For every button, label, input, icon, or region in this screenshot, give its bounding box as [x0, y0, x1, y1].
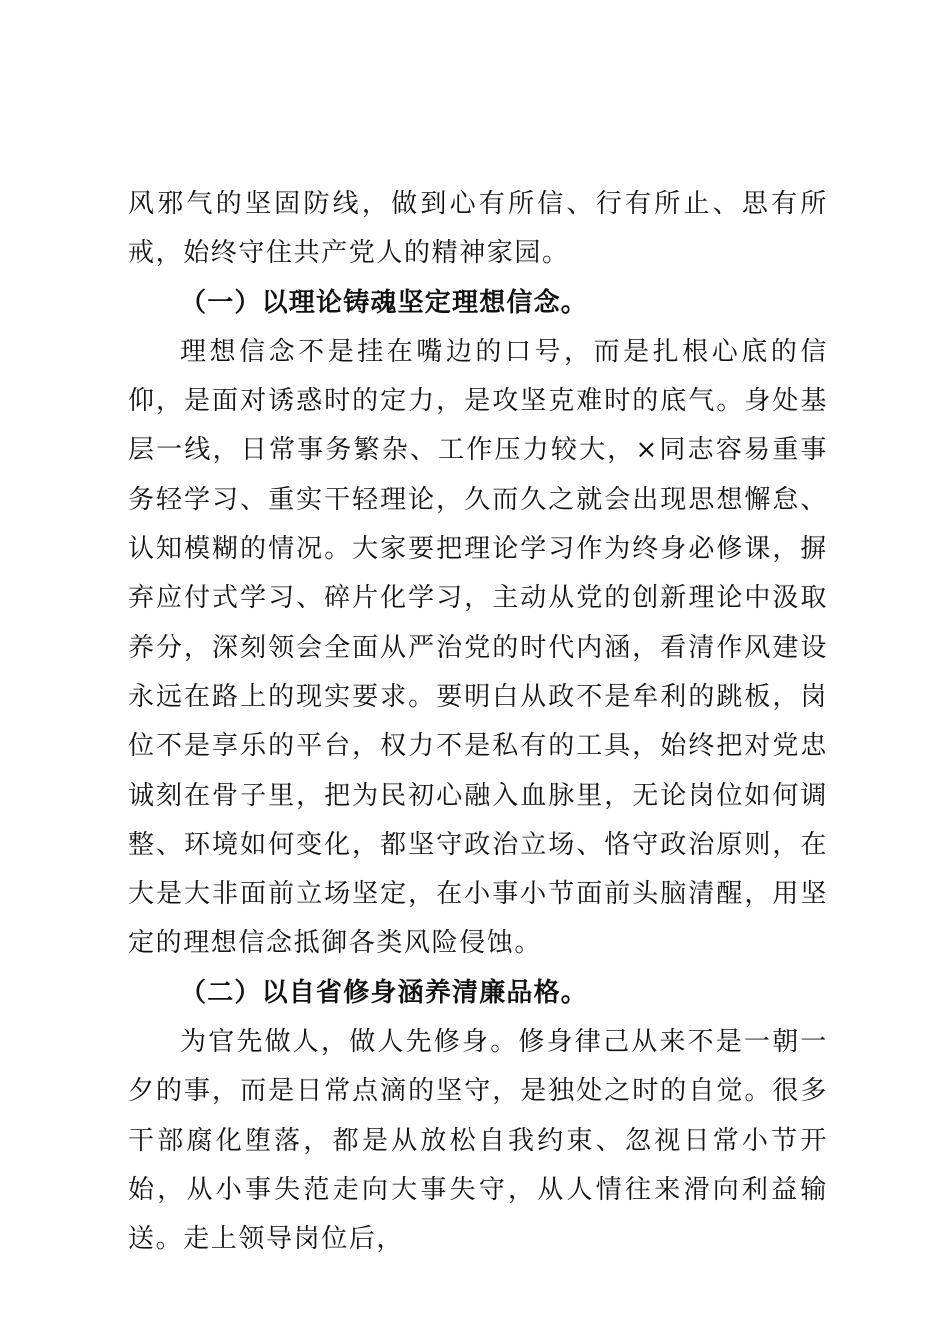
- section-heading-2: （二）以自省修身涵养清廉品格。: [180, 977, 589, 1008]
- paragraph-self-cultivation: 为官先做人，做人先修身。修身律己从来不是一朝一夕的事，而是日常点滴的坚守，是独处之时的自觉。很多干部腐化堕落，都是从放松自我约束、忽视日常小节开始，从小事失范走向大事失守，从人情往来滑向利益输送。走上领导岗位后，: [128, 1027, 828, 1255]
- document-body: [128, 180, 828, 1265]
- paragraph-ideals: 理想信念不是挂在嘴边的口号，而是扎根心底的信仰，是面对诱惑时的定力，是攻坚克难时的底气。身处基层一线，日常事务繁杂、工作压力较大，×同志容易重事务轻学习、重实干轻理论，久而久之就会出现思想懈怠、认知模糊的情况。大家要把理论学习作为终身必修课，摒弃应付式学习、碎片化学习，主动从党的创新理论中汲取养分，深刻领会全面从严治党的时代内涵，看清作风建设永远在路上的现实要求。要明白从政不是牟利的跳板，岗位不是享乐的平台，权力不是私有的工具，始终把对党忠诚刻在骨子里，把为民初心融入血脉里，无论岗位如何调整、环境如何变化，都坚守政治立场、恪守政治原则，在大是大非面前立场坚定，在小事小节面前头脑清醒，用坚定的理想信念抵御各类风险侵蚀。: [128, 336, 828, 959]
- section-heading-1: （一）以理论铸魂坚定理想信念。: [180, 287, 589, 318]
- paragraph-continuation: 风邪气的坚固防线，做到心有所信、行有所止、思有所戒，始终守住共产党人的精神家园。: [128, 189, 828, 269]
